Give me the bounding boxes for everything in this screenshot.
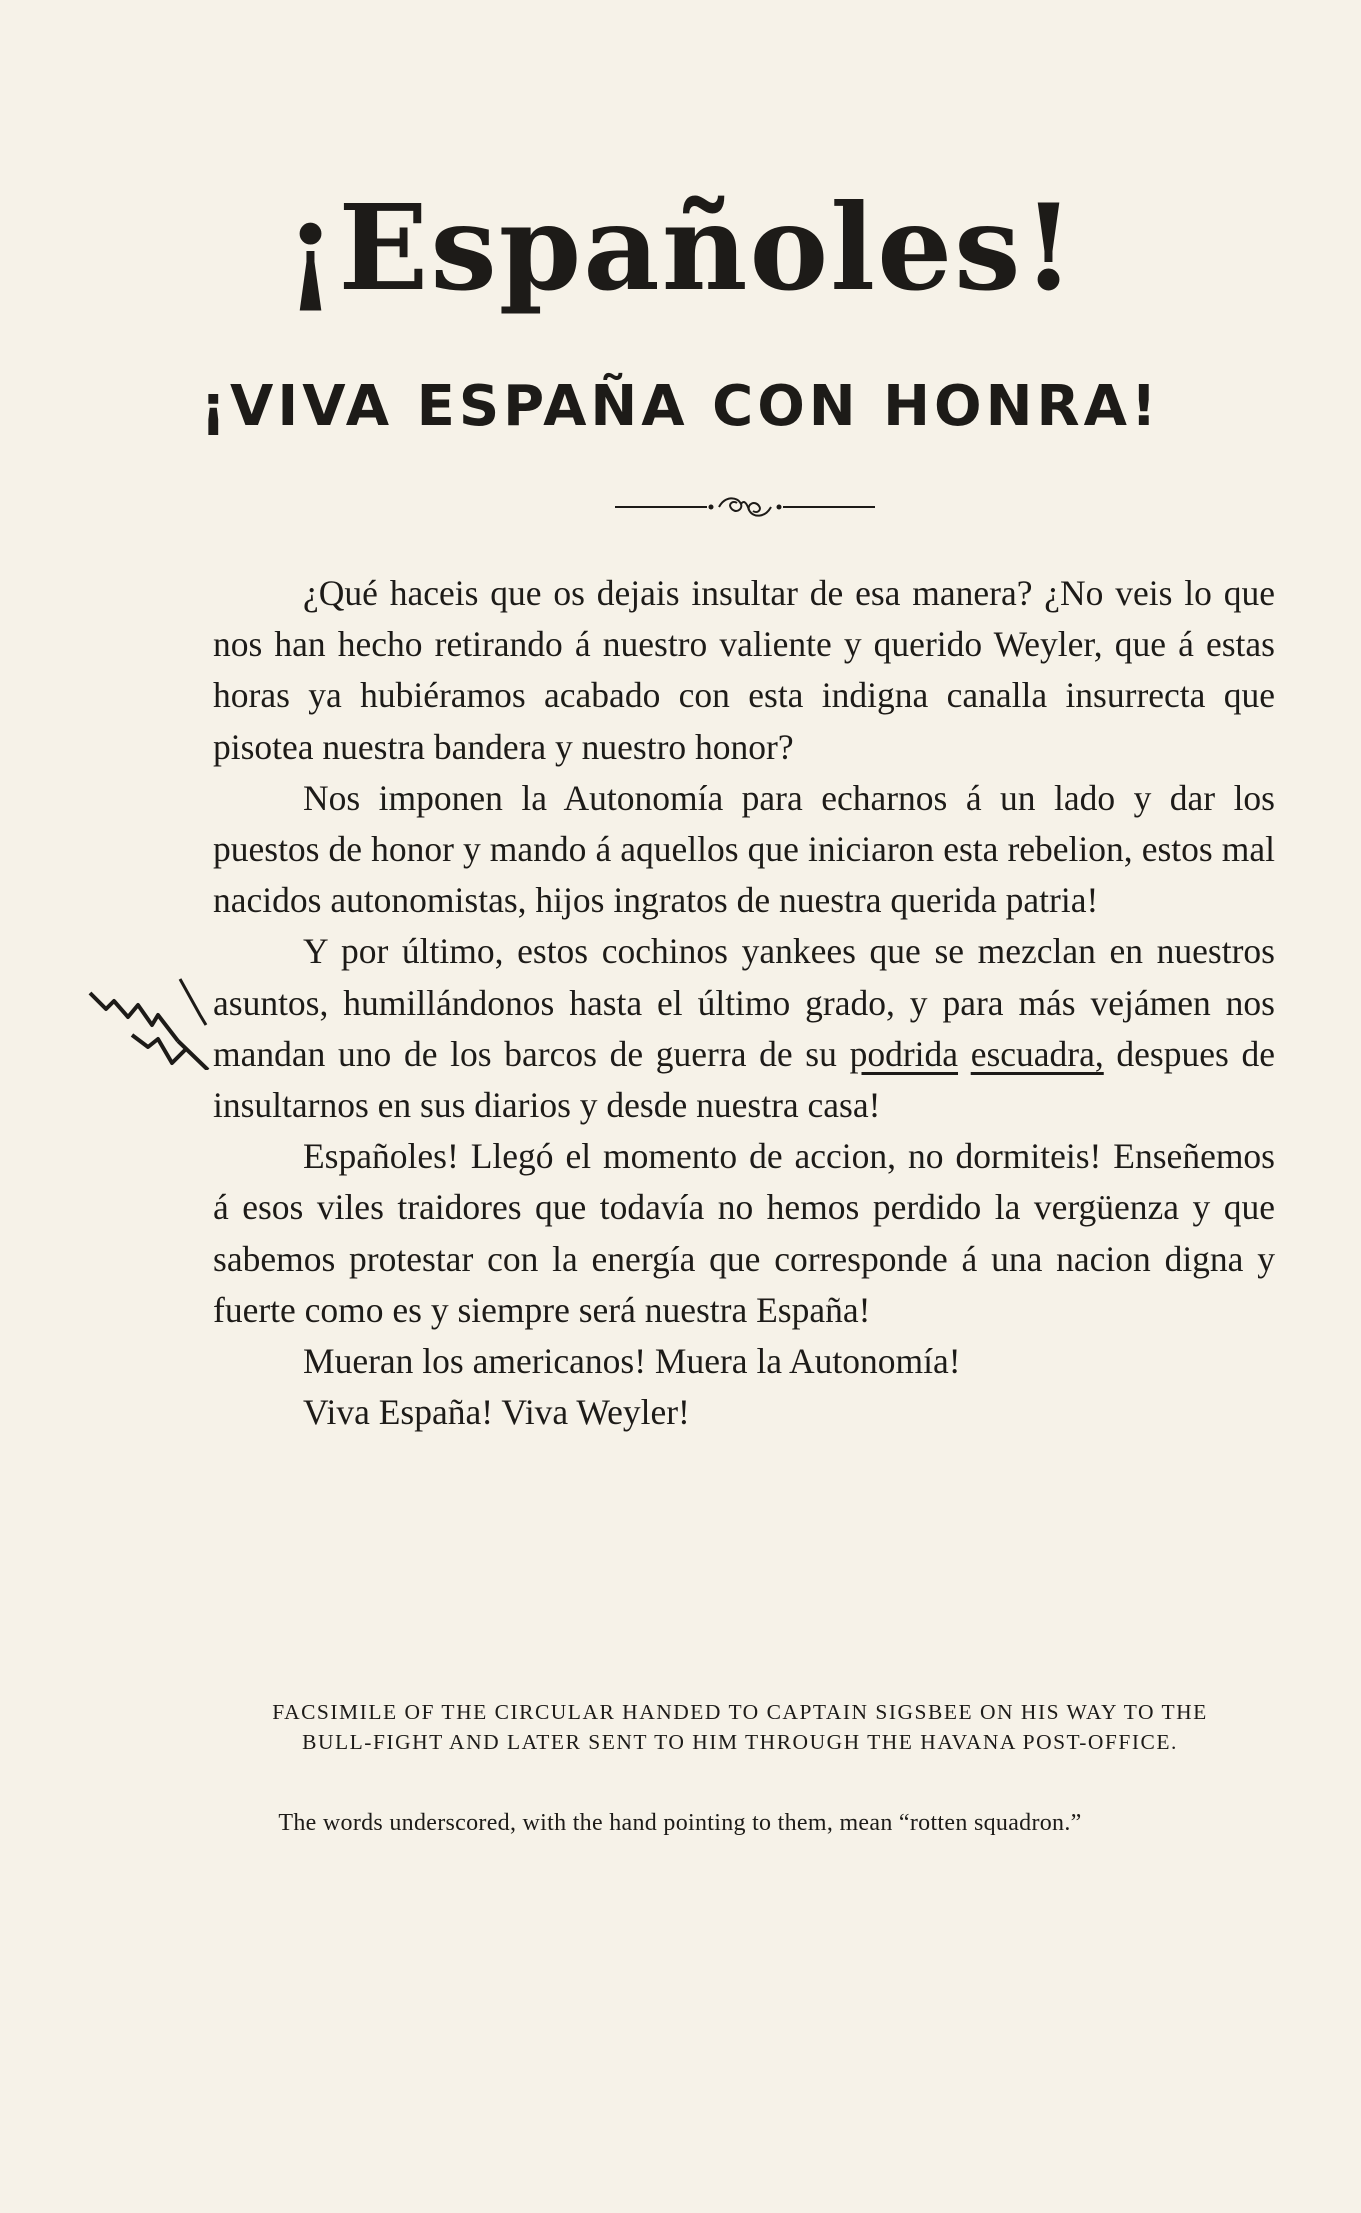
page-subtitle: ¡VIVA ESPAÑA CON HONRA! (200, 374, 1161, 439)
paragraph-3-start: Y por último, estos cochinos yankees que se mezclan en nuestros asuntos, humillándonos hasta el último grado, y para más vejámen nos mandan uno de los barcos de guerra de su (213, 931, 1275, 1074)
pointing-hand-icon (88, 975, 218, 1070)
underlined-word-podrida: podrida (849, 1033, 959, 1074)
page-title: ¡Españoles! (284, 178, 1077, 317)
explanatory-note: The words underscored, with the hand pointing to them, mean “rotten squadron.” (278, 1810, 1082, 1836)
paragraph-6: Viva España! Viva Weyler! (303, 1392, 690, 1433)
paragraph-3 (213, 926, 1275, 1131)
circular-body (213, 568, 1275, 1438)
paragraph-5: Mueran los americanos! Muera la Autonomía! (303, 1341, 961, 1382)
paragraph-1: ¿Qué haceis que os dejais insultar de esa manera? ¿No veis lo que nos han hecho retirando á nuestro valiente y querido Weyler, que á estas horas ya hubiéramos acabado con esta indigna canalla insurrecta que pisotea nuestra bandera y nuestro honor? (213, 573, 1275, 767)
paragraph-3-end: despues de insultarnos en sus diarios y desde nuestra casa! (213, 1033, 1276, 1126)
paragraph-4: Españoles! Llegó el momento de accion, no dormiteis! Enseñemos á esos viles traidores que todavía no hemos perdido la vergüenza y que sabemos protestar con la energía que corresponde á una nacion digna y fuerte como es y siempre será nuestra España! (213, 1136, 1275, 1330)
underlined-word-escuadra: escuadra, (970, 1033, 1104, 1074)
facsimile-caption: FACSIMILE OF THE CIRCULAR HANDED TO CAPTAIN SIGSBEE ON HIS WAY TO THE BULL-FIGHT AND LATER SENT TO HIM THROUGH THE HAVANA POST-OFFICE. (272, 1700, 1208, 1754)
ornamental-divider-icon (615, 492, 875, 522)
paragraph-3-space (958, 1034, 971, 1074)
paragraph-2: Nos imponen la Autonomía para echarnos á un lado y dar los puestos de honor y mando á aquellos que iniciaron esta rebelion, estos mal nacidos autonomistas, hijos ingratos de nuestra querida patria! (213, 777, 1275, 921)
